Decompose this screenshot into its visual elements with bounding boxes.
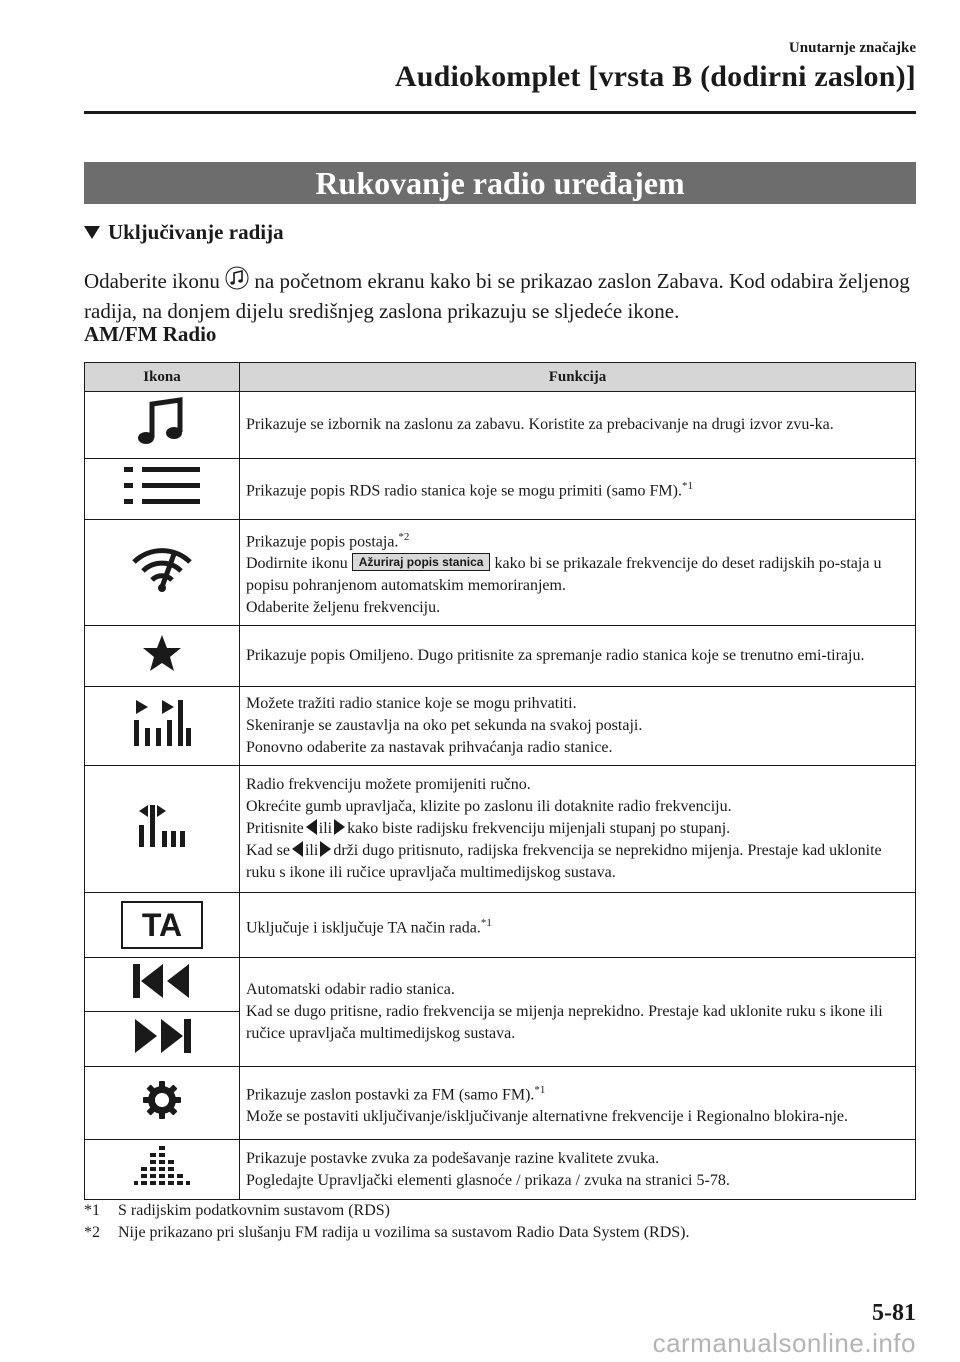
function-text: Kad se dugo pritisne, radio frekvencija se mijenja neprekidno. Prestaje kad uklonite ruku s ikone ili ručice upravljača multimedijskog sustava. [246, 1003, 883, 1043]
table-row [85, 687, 916, 766]
footnote-marker: *1 [534, 1083, 546, 1096]
function-text: Ponovno odaberite za nastavak prihvaćanja radio stanice. [246, 739, 613, 757]
footnote-text: Nije prikazano pri slušanju FM radija u vozilima sa sustavom Radio Data System (RDS). [118, 1224, 690, 1241]
watermark: carmanualsonline.info [652, 1328, 916, 1358]
col-header-function: Funkcija [240, 363, 916, 392]
function-text: ili [304, 842, 319, 860]
intro-text-start: Odaberite ikonu [84, 269, 220, 293]
function-text: Okrećite gumb upravljača, klizite po zaslonu ili dotaknite radio frekvenciju. [246, 798, 732, 816]
function-text: Skeniranje se zaustavlja na oko pet sekunda na svakoj postaji. [246, 717, 643, 735]
function-text: Dodirnite ikonu [246, 555, 348, 573]
function-text: Uključuje i isključuje TA način rada. [246, 918, 481, 936]
function-text: kako biste radijsku frekvenciju mijenjali stupanj po stupanj. [347, 820, 731, 838]
equalizer-icon [134, 1144, 190, 1188]
table-row [85, 1067, 916, 1140]
star-icon [142, 634, 182, 672]
gear-icon [142, 1080, 182, 1120]
section-label: Unutarnje značajke [788, 40, 916, 56]
footnote [84, 1202, 390, 1220]
table-row [85, 893, 916, 958]
function-text: Može se postaviti uključivanje/isključivanje alternativne frekvencije i Regionalno blokira-nje. [246, 1107, 849, 1125]
function-text: Odaberite željenu frekvenciju. [246, 599, 441, 617]
left-arrow-icon [292, 841, 303, 857]
scan-icon [132, 698, 192, 748]
function-text: Prikazuje popis RDS radio stanica koje se mogu primiti (samo FM). [246, 482, 682, 500]
function-text: Automatski odabir radio stanica. [246, 981, 455, 999]
table-row [85, 766, 916, 893]
function-text: Pogledajte Upravljački elementi glasnoće / prikaza / zvuka na stranici 5-78. [246, 1171, 730, 1189]
ta-icon: TA [121, 901, 203, 949]
intro-paragraph [84, 266, 916, 326]
table-row [85, 459, 916, 520]
section-heading [84, 220, 284, 245]
page-number: 5-81 [872, 1300, 916, 1326]
music-note-icon [134, 396, 190, 448]
section-banner: Rukovanje radio uređajem [84, 162, 916, 204]
radio-signal-icon [130, 544, 194, 594]
list-icon [122, 465, 202, 507]
function-text: Možete tražiti radio stanice koje se mogu prihvatiti. [246, 695, 577, 713]
music-note-icon [225, 266, 249, 290]
header-rule [84, 111, 916, 114]
function-text: Prikazuje postavke zvuka za podešavanje razine kvalitete zvuka. [246, 1149, 660, 1167]
function-text: kako bi se prikazale frekvencije do deset radijskih po-staja u popisu pohranjenom automatskim memoriranjem. [246, 555, 882, 595]
function-text: Prikazuje zaslon postavki za FM (samo FM). [246, 1085, 535, 1103]
right-arrow-icon [334, 819, 345, 835]
skip-back-icon [131, 962, 193, 1000]
footnote-marker: *2 [398, 531, 410, 543]
section-heading-text: Uključivanje radija [108, 220, 284, 244]
col-header-icon: Ikona [85, 363, 240, 392]
left-arrow-icon [306, 819, 317, 835]
function-text: Kad se [246, 842, 290, 860]
footnote-marker: *1 [480, 916, 492, 929]
function-text: Prikazuje popis Omiljeno. Dugo pritisnite za spremanje radio stanica koje se trenutno emi-tiraju. [246, 647, 865, 665]
function-text: ili [318, 820, 333, 838]
update-station-list-button: Ažuriraj popis stanica [352, 553, 491, 571]
table-row [85, 392, 916, 459]
footnote-mark: *2 [84, 1224, 100, 1241]
function-text: Prikazuje se izbornik na zaslonu za zabavu. Koristite za prebacivanje na drugi izvor zvu-ka. [246, 416, 834, 433]
intro-text-end: na početnom ekranu kako bi se prikazao zaslon Zabava. Kod odabira željenog radija, na donjem dijelu središnjeg zaslona prikazuju se sljedeće ikone. [84, 269, 910, 323]
subheading: AM/FM Radio [84, 322, 217, 346]
footnote [84, 1224, 689, 1242]
manual-tune-icon [137, 803, 187, 849]
triangle-bullet-icon [84, 226, 100, 239]
table-row [85, 626, 916, 687]
footnote-mark: *1 [84, 1202, 100, 1219]
function-text: Pritisnite [246, 820, 304, 838]
function-text: drži dugo pritisnuto, radijska frekvencija se neprekidno mijenja. Prestaje kad uklonite ruku s ikone ili ručice upravljača multimedijskog sustava. [246, 842, 882, 882]
footnote-text: S radijskim podatkovnim sustavom (RDS) [118, 1202, 390, 1219]
table-row [85, 958, 916, 1012]
skip-forward-icon [131, 1017, 193, 1055]
function-text: Prikazuje popis postaja. [246, 533, 399, 551]
table-row [85, 1140, 916, 1200]
icon-function-table [84, 362, 916, 1200]
page-title: Audiokomplet [vrsta B (dodirni zaslon)] [394, 60, 916, 93]
right-arrow-icon [320, 841, 331, 857]
table-row [85, 520, 916, 626]
footnote-marker: *1 [681, 480, 693, 493]
function-text: Radio frekvenciju možete promijeniti ručno. [246, 776, 531, 794]
